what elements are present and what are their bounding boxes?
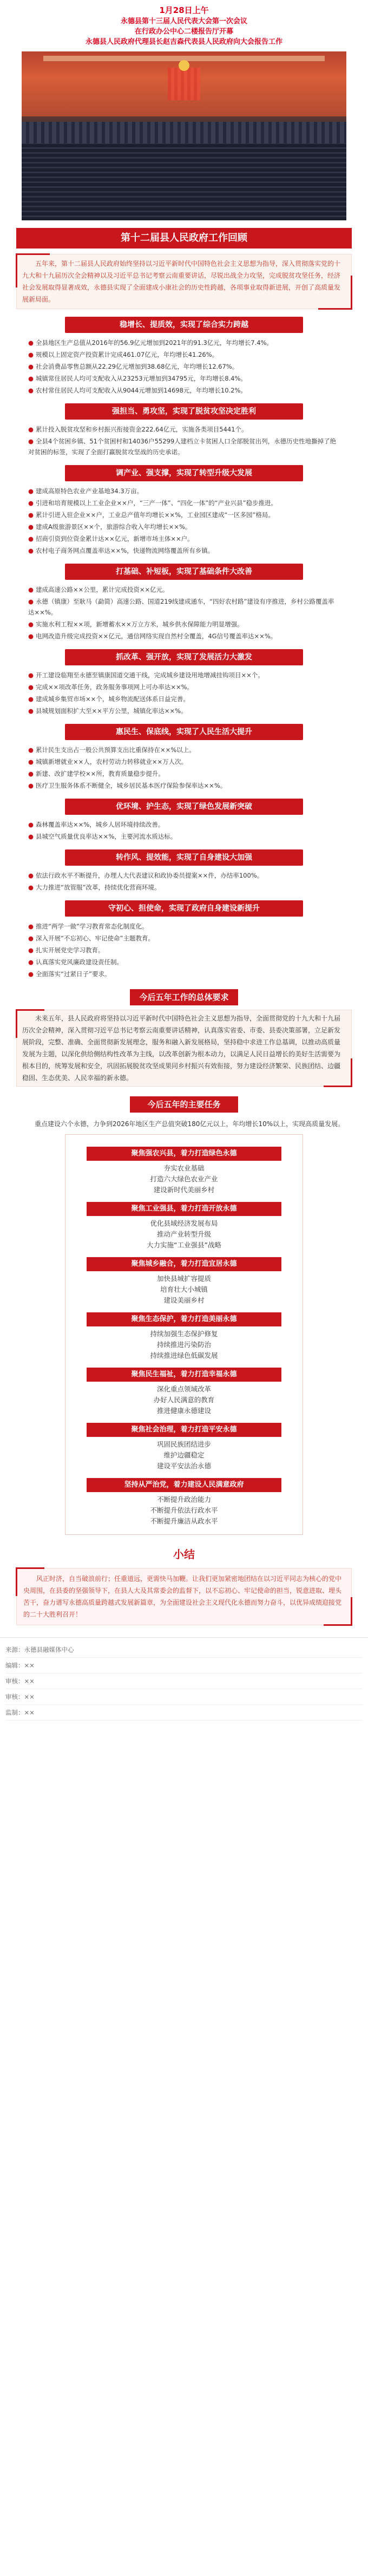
bullet-text: 农村电子商务网点覆盖率达××%，快递物流网络覆盖所有乡镇。 [36, 547, 214, 554]
meeting-hall-photo [22, 51, 346, 220]
task-item: 不断提升依法行政水平 [150, 1506, 218, 1514]
bullet-item [28, 768, 340, 779]
bullet-dot-icon: ● [28, 833, 36, 840]
bullet-dot-icon: ● [28, 970, 36, 978]
bullet-text: 电网改造升级完成投资××亿元，通信网络实现自然村全覆盖，4G信号覆盖率达××%。 [36, 632, 277, 640]
credit-final: 监制：×× [5, 1705, 363, 1721]
task-item: 持续加强生态保护修复 [150, 1330, 218, 1338]
bullet-text: 县城空气质量优良率达××%，主要河流水质达标。 [36, 833, 177, 840]
bullet-text: 累计民生支出占一般公共预算支出比重保持在××%以上。 [36, 746, 195, 754]
task-item: 推进健康永德建设 [156, 1407, 211, 1415]
bullet-item [28, 619, 340, 630]
achievement-heading: 稳增长、提质效，实现了综合实力跨越 [65, 317, 303, 333]
bullet-item [28, 705, 340, 716]
bullet-item [28, 756, 340, 767]
bullet-item [28, 385, 340, 396]
bullet-text: 完成××项改革任务，政务服务事项网上可办率达××%。 [36, 683, 194, 691]
intro-box [16, 254, 352, 309]
task-heading: 聚焦工业强县，着力打造开放永德 [87, 1202, 281, 1216]
bullet-item [28, 486, 340, 496]
achievement-bullets [28, 337, 340, 396]
task-item: 夯实农业基础 [163, 1164, 205, 1172]
bullet-item [28, 545, 340, 556]
achievement-heading: 强担当、勇攻坚，实现了脱贫攻坚决定胜利 [65, 403, 303, 420]
achievement-bullets [28, 870, 340, 893]
section-title-requirements: 今后五年工作的总体要求 [130, 989, 238, 1005]
bullet-dot-icon: ● [28, 782, 36, 789]
meeting-date: 1月28日上午 [159, 5, 209, 15]
bullet-text: 农村常住居民人均可支配收入从9044元增加到14698元，年均增长10.2%。 [36, 387, 247, 394]
bullet-item [28, 533, 340, 544]
bullet-dot-icon: ● [28, 535, 36, 542]
achievement-heading: 调产业、强支撑，实现了转型升级大发展 [65, 465, 303, 481]
bullet-item [28, 819, 340, 830]
meeting-line-3: 永德县人民政府代理县长赵吉森代表县人民政府向大会报告工作 [85, 38, 282, 46]
bullet-dot-icon: ● [28, 598, 36, 605]
bullet-item [28, 870, 340, 881]
bullet-text: 医疗卫生服务体系不断健全，城乡居民基本医疗保险参保率达××%。 [36, 782, 227, 789]
audience-seats [22, 143, 346, 220]
achievement-heading: 守初心、担使命，实现了政府自身建设新提升 [65, 900, 303, 917]
bullet-dot-icon: ● [28, 671, 36, 679]
achievement-bullets [28, 584, 340, 642]
bullet-dot-icon: ● [28, 770, 36, 777]
bullet-item [28, 436, 340, 457]
task-heading: 聚焦生态保护，着力打造美丽永德 [87, 1312, 281, 1326]
task-item: 不断提升政治能力 [156, 1495, 211, 1503]
bullet-item [28, 780, 340, 791]
bullet-dot-icon: ● [28, 363, 36, 370]
task-item: 培育壮大小城镇 [160, 1285, 208, 1293]
bullet-text: 推进“两学一做”学习教育常态化制度化。 [36, 923, 148, 930]
bullet-dot-icon: ● [28, 758, 36, 766]
achievement-heading: 转作风、提效能，实现了自身建设大加强 [65, 849, 303, 866]
achievement-bullets [28, 670, 340, 716]
task-item: 建设美丽乡村 [163, 1296, 205, 1304]
bullet-text: 深入开展“不忘初心、牢记使命”主题教育。 [36, 934, 154, 942]
bullet-dot-icon: ● [28, 499, 36, 507]
tasks-intro: 重点建设六个永德，力争到2026年地区生产总值突破180亿元以上，年均增长10%以上，实现高质量发展。 [35, 1120, 345, 1128]
bullet-dot-icon: ● [28, 821, 36, 828]
achievement-bullets [28, 486, 340, 556]
bullet-item [28, 882, 340, 893]
bullet-text: 永德（镇康）至耿马（勐简）高速公路、国道219线建成通车，“四好农村路”建设有序推进，乡村公路覆盖率达××%。 [28, 598, 334, 616]
bullet-text: 全县地区生产总值从2016年的56.9亿元增加到2021年的91.3亿元，年均增长7.4%。 [36, 339, 273, 346]
task-item: 办好人民满意的教育 [153, 1396, 215, 1404]
task-item: 深化重点领域改革 [156, 1385, 211, 1393]
bullet-item [28, 933, 340, 944]
task-heading: 聚焦强农兴县，着力打造绿色永德 [87, 1147, 281, 1161]
requirements-box [16, 1010, 352, 1087]
bullet-item [28, 337, 340, 348]
task-item: 持续推进污染防治 [156, 1341, 211, 1349]
bullet-dot-icon: ● [28, 695, 36, 703]
bullet-dot-icon: ● [28, 523, 36, 531]
bullet-dot-icon: ● [28, 586, 36, 593]
task-item: 巩固民族团结进步 [156, 1440, 211, 1448]
bullet-text: 认真落实党风廉政建设责任制。 [36, 958, 123, 966]
bullet-dot-icon: ● [28, 707, 36, 715]
bullet-item [28, 631, 340, 642]
bullet-dot-icon: ● [28, 387, 36, 394]
bullet-dot-icon: ● [28, 934, 36, 942]
achievement-heading: 打基础、补短板，实现了基础条件大改善 [65, 564, 303, 580]
bullet-text: 城镇新增就业××人，农村劳动力转移就业××万人次。 [36, 758, 188, 766]
achievement-bullets [28, 921, 340, 979]
bullet-item [28, 596, 340, 618]
task-item: 打造六大绿色农业产业 [150, 1175, 218, 1183]
task-heading: 聚焦城乡融合，着力打造宜居永德 [87, 1257, 281, 1271]
bullet-text: 建成高原特色农业产业基地34.3万亩。 [36, 487, 143, 495]
requirements-text: 未来五年，县人民政府将坚持以习近平新时代中国特色社会主义思想为指导，全面贯彻党的十九大和十九届历次全会精神，深入贯彻习近平总书记考察云南重要讲话精神，认真落实省委、市委、县委决策部署，立足新发展阶段，完整、准确、全面贯彻新发展理念，服务和融入新发展格局，坚持稳中求进工作总基调，以推动高质量发展为主题，以深化供给侧结构性改革为主线，以改革创新为根本动力，以满足人民日益增长的美好生活需要为根本目的，统筹发展和安全，巩固拓展脱贫攻坚成果同乡村振兴有效衔接，努力建设经济繁荣、民族团结、边疆稳固、生态优美、人民幸福的新永德。 [22, 1015, 341, 1082]
bullet-text: 全面落实“过紧日子”要求。 [36, 970, 111, 978]
task-item: 大力实施“工业强县”战略 [147, 1241, 221, 1249]
bullet-item [28, 744, 340, 755]
bullet-text: 累计投入脱贫攻坚和乡村振兴衔接资金222.64亿元，实施各类项目5441个。 [36, 426, 248, 433]
bullet-dot-icon: ● [28, 511, 36, 519]
bullet-item [28, 424, 340, 435]
bullet-text: 森林覆盖率达××%，城乡人居环境持续改善。 [36, 821, 165, 828]
bullet-text: 建成高速公路××公里，累计完成投资××亿元。 [36, 586, 169, 593]
section-title-review: 第十二届县人民政府工作回顾 [16, 228, 352, 249]
task-item: 建设平安法治永德 [156, 1462, 211, 1470]
bullet-dot-icon: ● [28, 872, 36, 879]
bullet-item [28, 373, 340, 384]
section-title-tasks: 今后五年的主要任务 [130, 1096, 238, 1113]
task-item: 加快县城扩容提质 [156, 1274, 211, 1283]
bullet-text: 新建、改扩建学校××所，教育质量稳步提升。 [36, 770, 165, 777]
task-item: 不断提升廉洁从政水平 [150, 1517, 218, 1525]
bullet-item [28, 349, 340, 360]
bullet-text: 城镇常住居民人均可支配收入从23253元增加到34795元，年均增长8.4%。 [36, 375, 247, 382]
bullet-text: 建成A级旅游景区××个，旅游综合收入年均增长××%。 [36, 523, 192, 531]
intro-text: 五年来，第十二届县人民政府始终坚持以习近平新时代中国特色社会主义思想为指导，深入贯彻落实党的十九大和十九届历次全会精神以及习近平总书记考察云南重要讲话，尽锐出战全力攻坚，完成脱贫攻坚任务，经济社会发展取得显著成效，永德县实现了全面建成小康社会的历史性跨越，各项事业取得新进展，开创了高质量发展新局面。 [22, 260, 341, 303]
bullet-dot-icon: ● [28, 375, 36, 382]
credit-review-1: 审核：×× [5, 1673, 363, 1689]
bullet-text: 招商引资到位资金累计达××亿元，新增市场主体××户。 [36, 535, 194, 542]
bullet-dot-icon: ● [28, 426, 36, 433]
task-heading: 聚焦社会治理，着力打造平安永德 [87, 1423, 281, 1437]
national-emblem-icon [179, 60, 189, 71]
summary-title: 小结 [173, 1548, 195, 1561]
task-item: 维护边疆稳定 [163, 1451, 205, 1459]
bullet-text: 大力推进“放管服”改革，持续优化营商环境。 [36, 884, 161, 891]
bullet-dot-icon: ● [28, 632, 36, 640]
achievements-list [0, 317, 368, 979]
bullet-text: 开工建设临翔至永德至镇康国道交通干线，完成城乡建设用地增减挂钩项目××个。 [36, 671, 264, 679]
bullet-dot-icon: ● [28, 884, 36, 891]
credit-review-2: 审核：×× [5, 1689, 363, 1705]
bullet-text: 全县4个贫困乡镇、51个贫困村和14036户55299人建档立卡贫困人口全部脱贫出列，永德历史性地撕掉了绝对贫困的标签，实现了全面打赢脱贫攻坚战的历史承诺。 [28, 437, 337, 456]
bullet-text: 扎实开展党史学习教育。 [36, 946, 104, 954]
task-item: 推动产业转型升级 [156, 1230, 211, 1238]
achievement-heading: 惠民生、保底线，实现了人民生活大提升 [65, 724, 303, 740]
achievement-bullets [28, 424, 340, 457]
summary-text: 风正时济，自当破浪前行；任重道远，更需快马加鞭。让我们更加紧密地团结在以习近平同志为核心的党中央周围，在县委的坚强领导下，在县人大及其常委会的监督下，以不忘初心、牢记使命的担当，锐意进取、埋头苦干，奋力谱写永德高质量跨越式发展新篇章，为全面建设社会主义现代化永德而努力奋斗，以优异成绩迎接党的二十大胜利召开！ [16, 1568, 352, 1625]
tasks-box [65, 1134, 303, 1535]
bullet-dot-icon: ● [28, 946, 36, 954]
bullet-text: 依法行政水平不断提升，办理人大代表建议和政协委员提案××件，办结率100%。 [36, 872, 264, 879]
bullet-dot-icon: ● [28, 746, 36, 754]
credits [0, 1637, 368, 1725]
bullet-item [28, 921, 340, 932]
task-heading: 坚持从严治党，着力建设人民满意政府 [87, 1478, 281, 1492]
bullet-dot-icon: ● [28, 923, 36, 930]
meeting-line-1: 永德县第十三届人民代表大会第一次会议 [120, 17, 247, 25]
bullet-item [28, 969, 340, 979]
bullet-dot-icon: ● [28, 487, 36, 495]
meeting-line-2: 在行政办公中心二楼报告厅开幕 [134, 28, 233, 36]
task-heading: 聚焦民生福祉，着力打造幸福永德 [87, 1368, 281, 1382]
bullet-dot-icon: ● [28, 339, 36, 346]
bullet-dot-icon: ● [28, 620, 36, 628]
bullet-item [28, 670, 340, 681]
stage-backdrop [22, 51, 346, 116]
bullet-item [28, 584, 340, 595]
flags-decoration [168, 68, 200, 100]
achievement-bullets [28, 819, 340, 842]
bullet-item [28, 694, 340, 704]
task-item: 优化县域经济发展布局 [150, 1219, 218, 1227]
front-rows [22, 122, 346, 143]
bullet-text: 社会消费品零售总额从22.29亿元增加到38.68亿元，年均增长12.67%。 [36, 363, 239, 370]
bullet-dot-icon: ● [28, 547, 36, 554]
credit-editor: 编辑：×× [5, 1658, 363, 1673]
bullet-item [28, 682, 340, 692]
bullet-item [28, 361, 340, 372]
bullet-text: 累计引进入驻企业××户，工业总产值年均增长××%，工业园区建成“一区多园”格局。 [36, 511, 274, 519]
bullet-text: 引进和培育规模以上工业企业××户，“三产一体”、“四化一体”的“产业兴县”稳步推进。 [36, 499, 278, 507]
bullet-text: 规模以上固定资产投资累计完成461.07亿元，年均增长41.26%。 [36, 351, 219, 358]
bullet-dot-icon: ● [28, 351, 36, 358]
bullet-text: 县城规划面积扩大至××平方公里，城镇化率达××%。 [36, 707, 187, 715]
bullet-item [28, 521, 340, 532]
bullet-item [28, 498, 340, 508]
bullet-dot-icon: ● [28, 958, 36, 966]
bullet-item [28, 831, 340, 842]
task-item: 建设新时代美丽乡村 [153, 1186, 215, 1194]
bullet-text: 实施水利工程××项，新增蓄水××万立方米，城乡供水保障能力明显增强。 [36, 620, 244, 628]
achievement-heading: 抓改革、强开放，实现了发展活力大激发 [65, 649, 303, 665]
bullet-item [28, 957, 340, 967]
bullet-text: 建成城乡集贸市场××个，城乡物流配送体系日益完善。 [36, 695, 189, 703]
bullet-dot-icon: ● [28, 437, 36, 445]
bullet-item [28, 509, 340, 520]
bullet-item [28, 945, 340, 956]
credit-source: 来源：永德县融媒体中心 [5, 1642, 363, 1658]
task-item: 持续推进绿色低碳发展 [150, 1351, 218, 1359]
achievement-bullets [28, 744, 340, 791]
bullet-dot-icon: ● [28, 683, 36, 691]
article-header [0, 0, 368, 47]
achievement-heading: 优环境、护生态，实现了绿色发展新突破 [65, 799, 303, 815]
